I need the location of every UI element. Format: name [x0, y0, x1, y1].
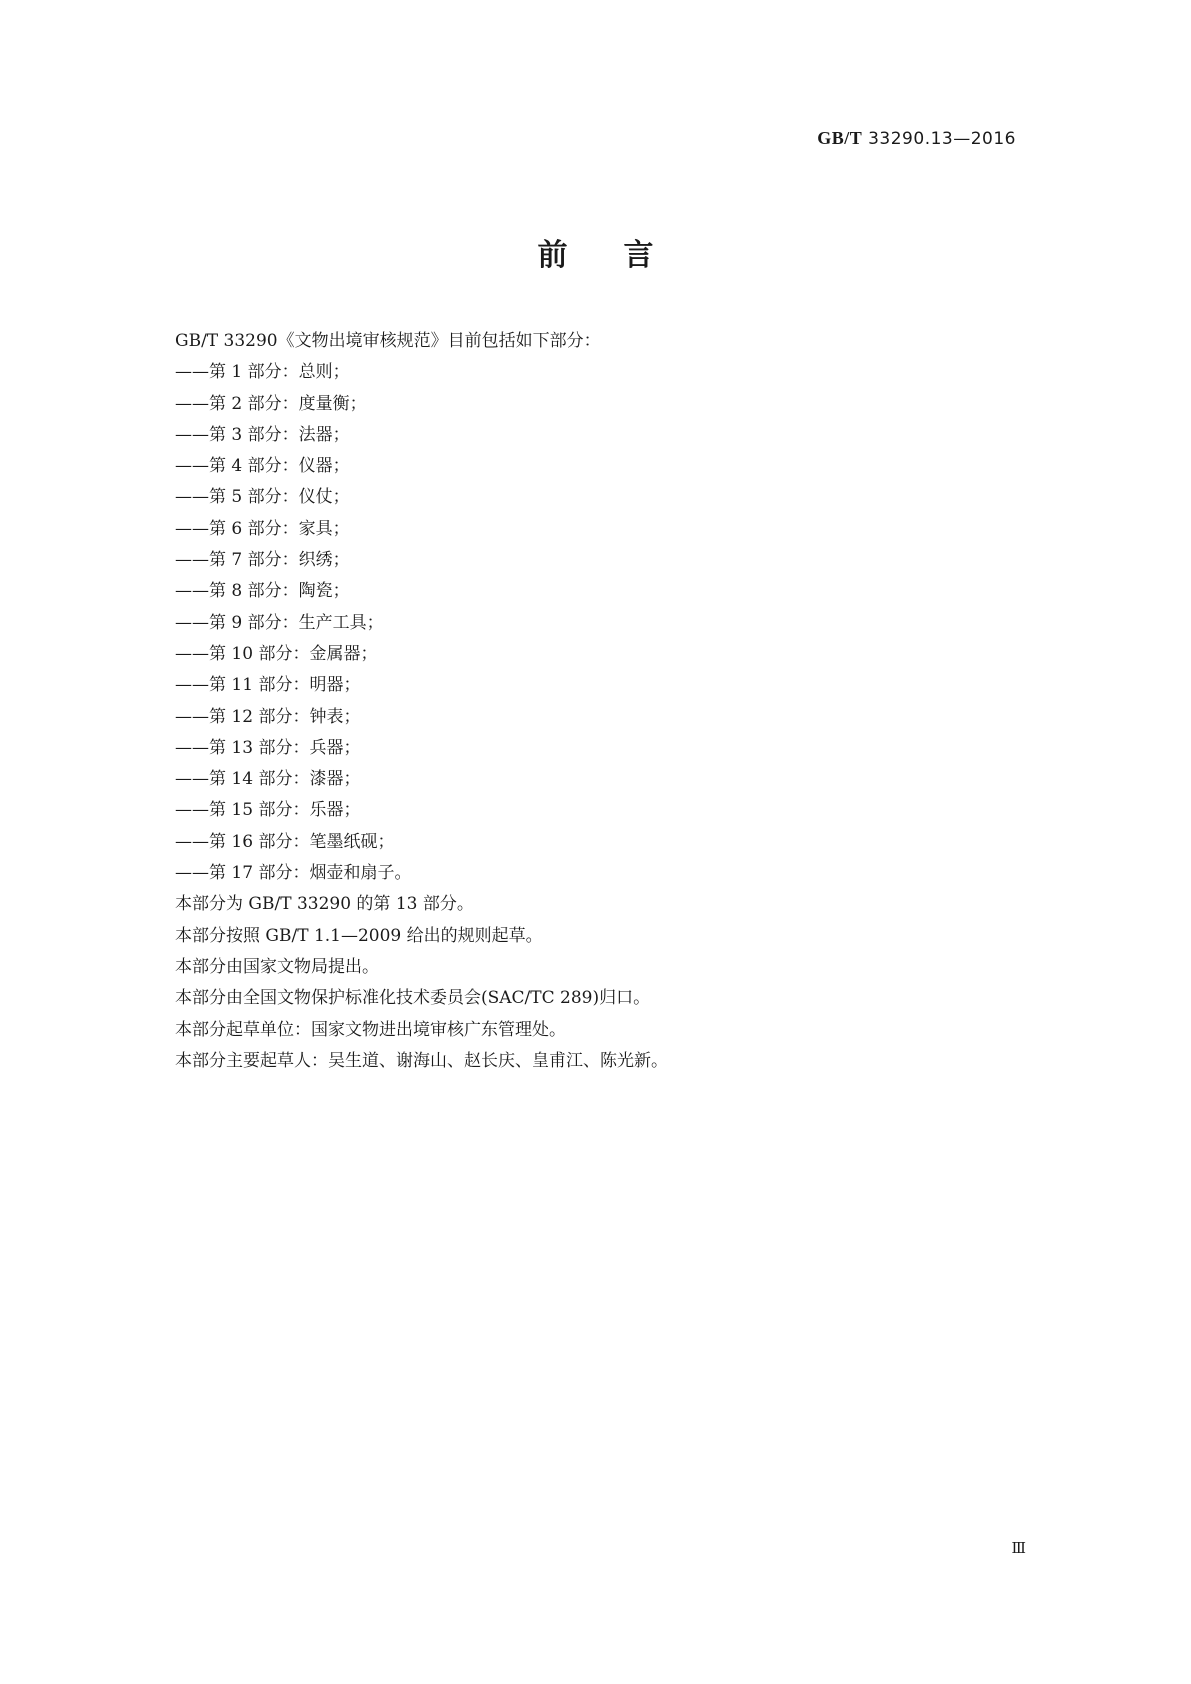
list-item: ——第 6 部分：家具；: [175, 518, 350, 539]
intro-paragraph: GB/T 33290《文物出境审核规范》目前包括如下部分：: [175, 331, 601, 351]
list-item: ——第 7 部分：织绣；: [175, 550, 350, 571]
list-item: ——第 8 部分：陶瓷；: [175, 581, 350, 602]
list-item: ——第 3 部分：法器；: [175, 424, 350, 445]
page-number: Ⅲ: [1011, 1541, 1026, 1557]
statement-paragraph: 本部分主要起草人：吴生道、谢海山、赵长庆、皇甫江、陈光新。: [175, 1050, 668, 1071]
statement-paragraph: 本部分按照 GB/T 1.1—2009 给出的规则起草。: [175, 925, 543, 946]
list-item: ——第 9 部分：生产工具；: [175, 612, 384, 633]
list-item: ——第 5 部分：仪仗；: [175, 487, 350, 508]
list-item: ——第 12 部分：钟表；: [175, 706, 361, 727]
list-item: ——第 11 部分：明器；: [175, 675, 361, 696]
statement-paragraph: 本部分起草单位：国家文物进出境审核广东管理处。: [175, 1019, 566, 1040]
list-item: ——第 14 部分：漆器；: [175, 769, 361, 790]
list-item: ——第 16 部分：笔墨纸砚；: [175, 831, 395, 852]
statement-paragraph: 本部分为 GB/T 33290 的第 13 部分。: [175, 894, 474, 915]
standard-code: 33290.13—2016: [868, 129, 1016, 149]
list-item: ——第 10 部分：金属器；: [175, 643, 378, 664]
list-item: ——第 17 部分：烟壶和扇子。: [175, 863, 412, 884]
list-item: ——第 13 部分：兵器；: [175, 737, 361, 758]
list-item: ——第 15 部分：乐器；: [175, 800, 361, 821]
standard-number: [817, 128, 1016, 149]
statement-paragraph: 本部分由国家文物局提出。: [175, 956, 379, 977]
list-item: ——第 4 部分：仪器；: [175, 456, 350, 477]
list-item: ——第 2 部分：度量衡；: [175, 393, 367, 414]
standard-prefix: GB/T: [817, 128, 863, 148]
list-item: ——第 1 部分：总则；: [175, 362, 350, 383]
foreword-body: [175, 326, 1035, 1077]
statement-paragraph: 本部分由全国文物保护标准化技术委员会(SAC/TC 289)归口。: [175, 988, 651, 1009]
page-title: 前言: [537, 238, 710, 273]
